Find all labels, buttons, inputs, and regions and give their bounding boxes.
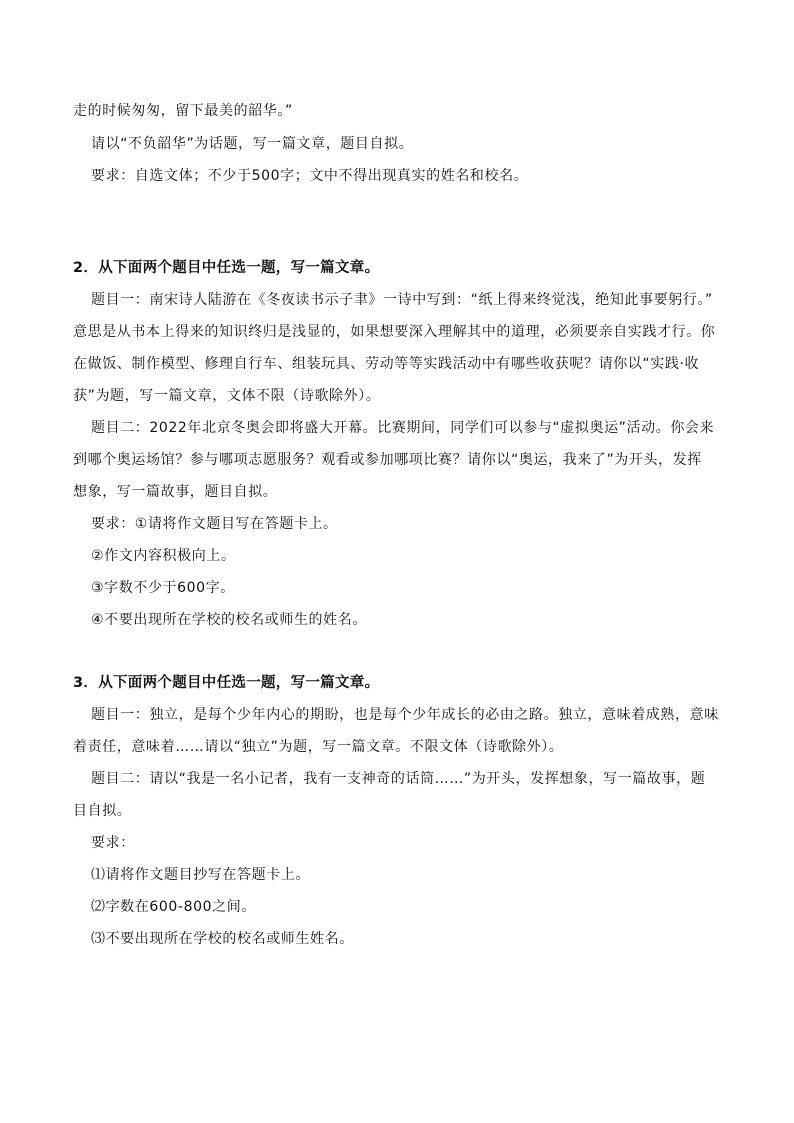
section3-topic1-line: 着责任，意味着……请以“独立”为题，写一篇文章。不限文体（诗歌除外）。	[73, 739, 564, 755]
section2-topic2-line: 到哪个奥运场馆？参与哪项志愿服务？观看或参加哪项比赛？请你以“奥运，我来了”为开头，发挥	[73, 452, 702, 468]
section2-topic1-line: 获”为题，写一篇文章，文体不限（诗歌除外）。	[73, 388, 381, 404]
section3-topic2-line: 目自拟。	[73, 803, 132, 819]
section1-line1: 走的时候匆匆，留下最美的韶华。”	[73, 103, 293, 119]
section2-heading: 2．从下面两个题目中任选一题，写一篇文章。	[73, 260, 380, 276]
section2-topic1-line: 题目一：南宋诗人陆游在《冬夜读书示子聿》一诗中写到：“纸上得来终觉浅，绝知此事要躬行。”	[91, 292, 713, 308]
section3-requirement: ⑵字数在600-800之间。	[91, 899, 256, 915]
section3-topic2-line: 题目二：请以“我是一名小记者，我有一支神奇的话筒……”为开头，发挥想象，写一篇故事，题	[91, 771, 706, 787]
section1-prompt: 请以“不负韶华”为话题，写一篇文章，题目自拟。	[91, 136, 414, 152]
section1-requirement: 要求：自选文体；不少于500字；文中不得出现真实的姓名和校名。	[91, 168, 529, 184]
section3-heading: 3．从下面两个题目中任选一题，写一篇文章。	[73, 675, 380, 691]
section2-topic2-line: 题目二：2022年北京冬奥会即将盛大开幕。比赛期间，同学们可以参与“虚拟奥运”活动。你会来	[91, 420, 715, 436]
section3-topic1-line: 题目一：独立，是每个少年内心的期盼，也是每个少年成长的必由之路。独立，意味着成熟，意味	[91, 707, 719, 723]
section3-requirements-label: 要求：	[91, 835, 135, 851]
section2-requirement: 要求：①请将作文题目写在答题卡上。	[91, 516, 338, 532]
section2-requirement: ②作文内容积极向上。	[91, 548, 236, 564]
section2-topic2-line: 想象，写一篇故事，题目自拟。	[73, 484, 278, 500]
section2-topic1-line: 意思是从书本上得来的知识终归是浅显的，如果想要深入理解其中的道理，必须要亲自实践才行。你	[73, 324, 716, 340]
section3-requirement: ⑶不要出现所在学校的校名或师生姓名。	[91, 931, 354, 947]
section2-requirement: ③字数不少于600字。	[91, 580, 235, 596]
section2-topic1-line: 在做饭、制作模型、修理自行车、组装玩具、劳动等等实践活动中有哪些收获呢？请你以“实践·收	[73, 356, 700, 372]
section3-requirement: ⑴请将作文题目抄写在答题卡上。	[91, 867, 310, 883]
section2-requirement: ④不要出现所在学校的校名或师生的姓名。	[91, 612, 367, 628]
